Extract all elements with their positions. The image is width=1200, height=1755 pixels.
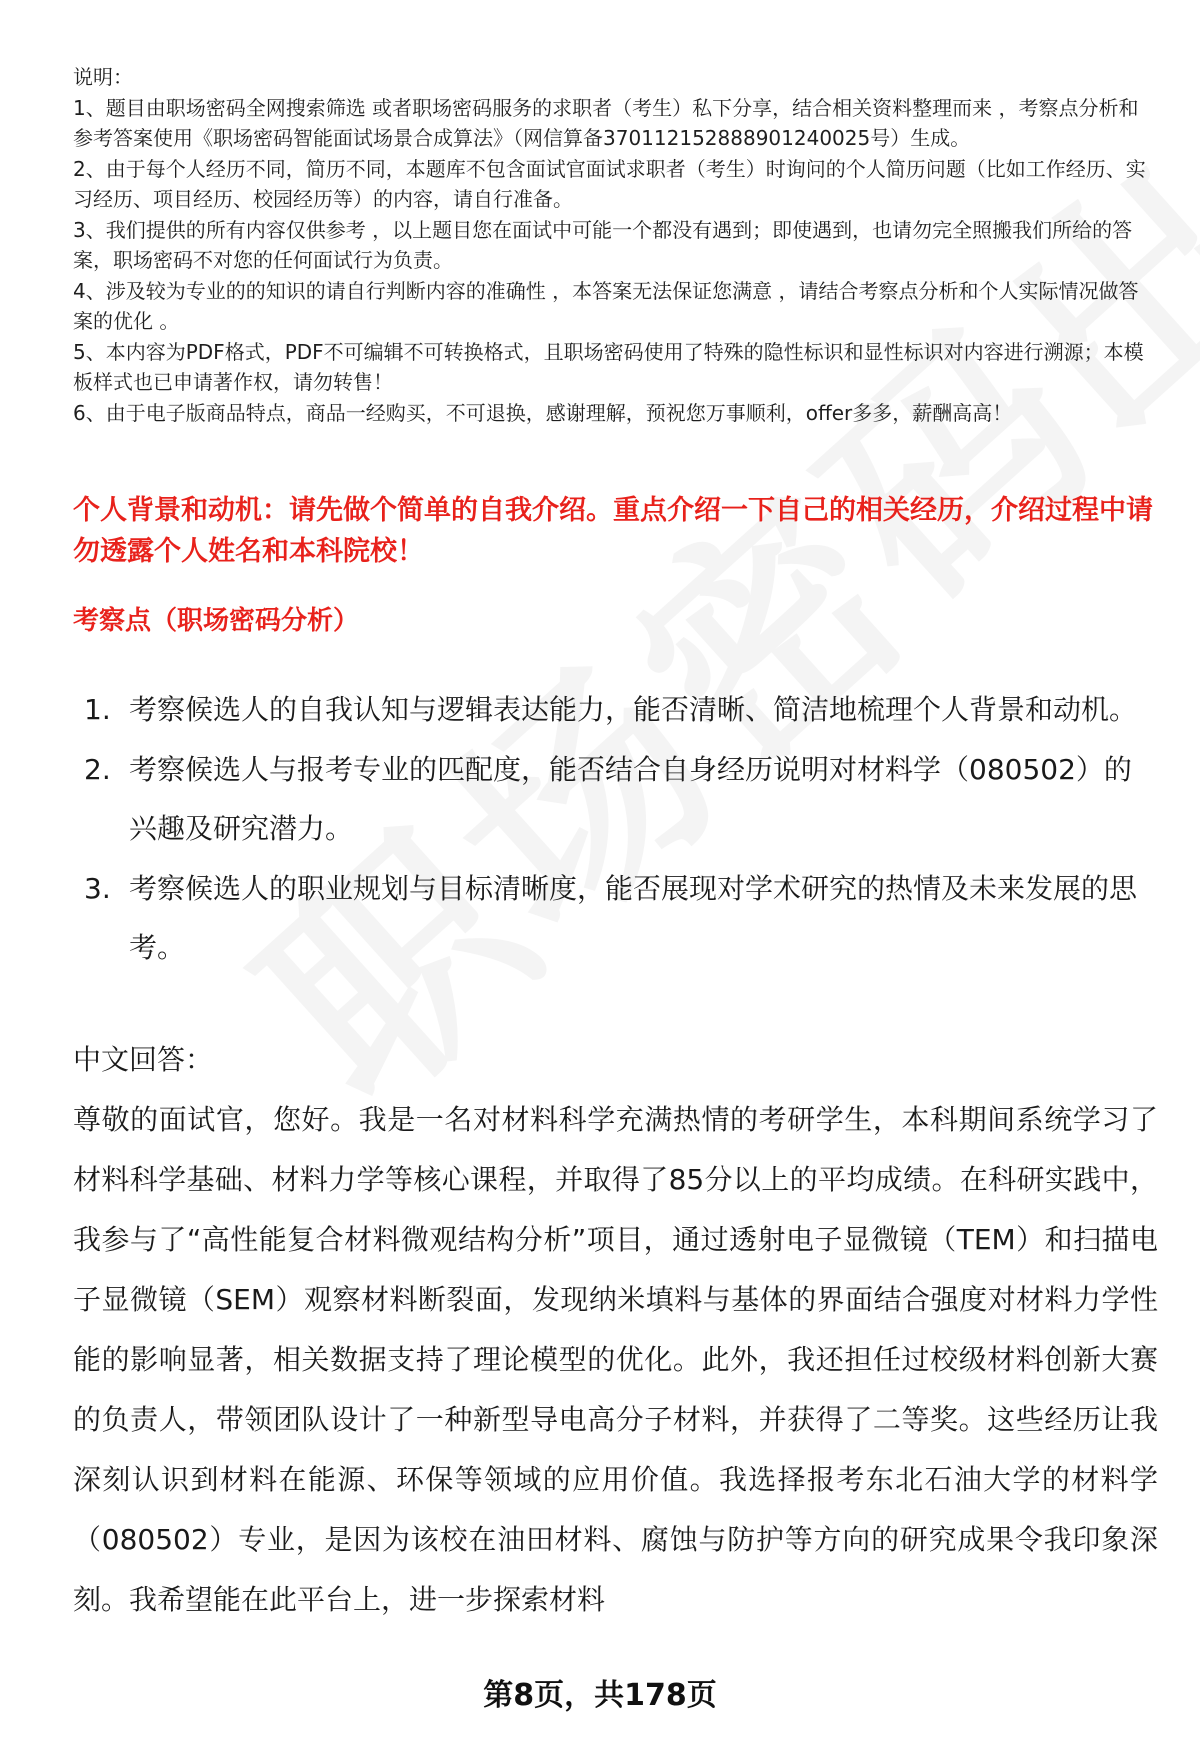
note-item: 4、涉及较为专业的的知识的请自行判断内容的准确性 ，本答案无法保证您满意 ，请结合考察点分析和个人实际情况做答案的优化 。 (73, 278, 1139, 333)
note-item: 5、本内容为PDF格式，PDF不可编辑不可转换格式，且职场密码使用了特殊的隐性标识和显性标识对内容进行溯源；本模板样式也已申请著作权，请勿转售！ (73, 339, 1144, 394)
question-heading: 个人背景和动机：请先做个简单的自我介绍。重点介绍一下自己的相关经历，介绍过程中请勿透露个人姓名和本科院校！ (73, 495, 1153, 567)
list-number: 2. (84, 752, 111, 786)
list-number: 1. (84, 693, 111, 726)
answer-label: 中文回答： (73, 1043, 214, 1076)
list-text: 考察候选人的自我认知与逻辑表达能力，能否清晰、简洁地梳理个人背景和动机。 (129, 693, 1138, 726)
note-item: 1、题目由职场密码全网搜索筛选 或者职场密码服务的求职者（考生）私下分享，结合相关资料整理而来 ，考察点分析和参考答案使用《职场密码智能面试场景合成算法》（网信算备370112152888901240025号）生成。 (73, 95, 1139, 150)
note-item: 3、我们提供的所有内容仅供参考 ，以上题目您在面试中可能一个都没有遇到；即使遇到，也请勿完全照搬我们所给的答案，职场密码不对您的任何面试行为负责。 (73, 217, 1133, 272)
list-item (84, 740, 1159, 859)
list-item (84, 680, 1159, 740)
analysis-title: 考察点（职场密码分析） (73, 606, 360, 636)
analysis-points (84, 680, 1159, 978)
list-text: 考察候选人的职业规划与目标清晰度，能否展现对学术研究的热情及未来发展的思考。 (129, 871, 1138, 964)
list-number: 3. (84, 871, 111, 905)
list-text: 考察候选人与报考专业的匹配度，能否结合自身经历说明对材料学（080502）的兴趣及研究潜力。 (129, 752, 1132, 845)
answer-text: 尊敬的面试官，您好。我是一名对材料科学充满热情的考研学生，本科期间系统学习了材料科学基础、材料力学等核心课程，并取得了85分以上的平均成绩。在科研实践中，我参与了“高性能复合材料微观结构分析”项目，通过透射电子显微镜（TEM）和扫描电子显微镜（SEM）观察材料断裂面，发现纳米填料与基体的界面结合强度对材料力学性能的影响显著，相关数据支持了理论模型的优化。此外，我还担任过校级材料创新大赛的负责人，带领团队设计了一种新型导电高分子材料，并获得了二等奖。这些经历让我深刻认识到材料在能源、环保等领域的应用价值。我选择报考东北石油大学的材料学（080502）专业，是因为该校在油田材料、腐蚀与防护等方向的研究成果令我印象深刻。我希望能在此平台上，进一步探索材料 (73, 1103, 1158, 1616)
page-number: 第8页，共178页 (483, 1678, 717, 1713)
note-item: 6、由于电子版商品特点，商品一经购买，不可退换，感谢理解，预祝您万事顺利，offer多多，薪酬高高！ (73, 400, 1013, 425)
notes-title: 说明： (73, 65, 133, 89)
note-item: 2、由于每个人经历不同，简历不同，本题库不包含面试官面试求职者（考生）时询问的个人简历问题（比如工作经历、实习经历、项目经历、校园经历等）的内容，请自行准备。 (73, 156, 1146, 211)
list-item (84, 859, 1159, 978)
notes-section (73, 62, 1158, 428)
